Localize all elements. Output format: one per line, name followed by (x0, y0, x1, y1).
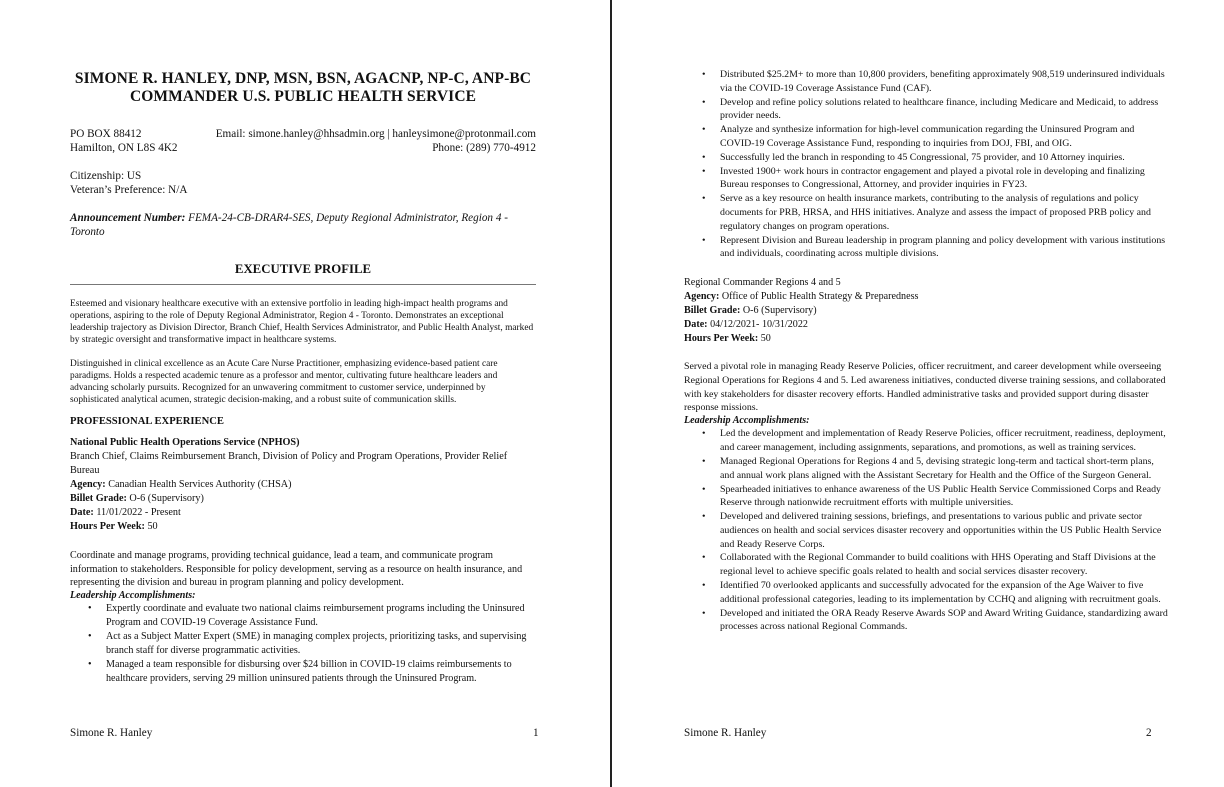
agency-label: Agency: (70, 479, 106, 490)
list-item: • Managed a team responsible for disbursing over $24 billion in COVID-19 claims reimbursements to healthcare providers, serving 29 million uninsured patients through the Uninsured Program. (106, 658, 536, 686)
date-label: Date: (70, 507, 94, 518)
hours-value: 50 (144, 521, 158, 532)
list-item: • Represent Division and Bureau leadership in program planning and policy development with various institutions and individuals, coordinating across multiple divisions. (720, 234, 1169, 262)
job-2-date (684, 318, 1169, 332)
job-2-bullet-list (684, 427, 1169, 634)
job-1-grade (70, 492, 536, 506)
job-1-bullet-list-continued (684, 68, 1169, 261)
job-2-details (684, 276, 1169, 346)
grade-value: O-6 (Supervisory) (126, 493, 204, 504)
job-1-hours (70, 520, 536, 534)
list-item: • Collaborated with the Regional Commander to build coalitions with HHS Operating and Staff Divisions at the regional level to achieve specific goals related to health and social services disaster recovery. (720, 551, 1169, 579)
announcement-value: FEMA-24-CB-DRAR4-SES, Deputy Regional Administrator, Region 4 - Toronto (70, 212, 508, 238)
list-item: • Act as a Subject Matter Expert (SME) in managing complex projects, prioritizing tasks, and supervising branch staff for diverse programmatic activities. (106, 630, 536, 658)
list-item: • Develop and refine policy solutions related to healthcare finance, including Medicare and Medicaid, to address provider needs. (720, 96, 1169, 124)
list-item: • Led the development and implementation of Ready Reserve Policies, officer recruitment, readiness, deployment, and career management, including assignments, separations, and promotions, as well as training services. (720, 427, 1169, 455)
page-divider (610, 0, 612, 787)
footer-name: Simone R. Hanley (684, 727, 767, 739)
job-2-title: Regional Commander Regions 4 and 5 (684, 277, 841, 289)
grade-value: O-6 (Supervisory) (740, 304, 817, 316)
footer-name: Simone R. Hanley (70, 727, 153, 739)
list-item: • Identified 70 overlooked applicants and successfully advocated for the expansion of the Age Waiver to five additional professional categories, leading to its implementation by CCHQ and aligning with recruitment goals. (720, 579, 1169, 607)
hours-label: Hours Per Week: (684, 332, 759, 344)
job-2-accomplishments-label: Leadership Accomplishments: (684, 415, 810, 427)
list-item: • Distributed $25.2M+ to more than 10,800 providers, benefiting approximately 908,519 underinsured individuals via the COVID-19 Coverage Assistance Fund (CAF). (720, 68, 1169, 96)
resume-page-2 (613, 0, 1224, 787)
date-label: Date: (684, 318, 708, 330)
phone-line: Phone: (289) 770-4912 (432, 141, 536, 154)
name-line-2: COMMANDER U.S. PUBLIC HEALTH SERVICE (129, 88, 477, 105)
list-item: • Analyze and synthesize information for high-level communication regarding the Uninsured Program and COVID-19 Coverage Assistance Fund, responding to inquiries from DOJ, FBI, and OIG. (720, 123, 1169, 151)
list-item: • Serve as a key resource on health insurance markets, contributing to the analysis of regulations and policy documents for PRB, HRSA, and HHS initiatives. Analyze and assess the impact of proposed PRB policy and regulatory changes on program operations. (720, 192, 1169, 233)
page-number: 2 (1146, 727, 1152, 739)
address-line-1: PO BOX 88412 (70, 128, 142, 140)
job-1-date (70, 506, 536, 520)
eligibility-block (70, 169, 536, 197)
job-1-details (70, 436, 536, 534)
job-2-agency (684, 290, 1169, 304)
executive-profile-title: EXECUTIVE PROFILE (234, 262, 372, 276)
profile-paragraph-2: Distinguished in clinical excellence as an Acute Care Nurse Practitioner, emphasizing evidence-based patient care paradigms. Holds a respected academic tenure as a professor and mentor, cultivating future healthcare leaders and advancing scholarly pursuits. Recognized for an unwavering commitment to customer service, underpinned by sophisticated analytical acumen, strategic decision-making, and a robust suite of communication skills. (70, 359, 498, 405)
grade-label: Billet Grade: (684, 304, 741, 316)
professional-experience-title: PROFESSIONAL EXPERIENCE (70, 416, 224, 427)
agency-label: Agency: (684, 291, 720, 303)
job-1-bullet-list (70, 602, 536, 685)
agency-value: Office of Public Health Strategy & Preparedness (719, 291, 919, 303)
email-line: Email: simone.hanley@hhsadmin.org | hanleysimone@protonmail.com (215, 128, 536, 140)
list-item: • Invested 1900+ work hours in contractor engagement and played a pivotal role in developing and finalizing Bureau responses to Congressional, Attorney, and provider inquiries in FY23. (720, 165, 1169, 193)
announcement-label: Announcement Number: (70, 212, 186, 224)
list-item: • Developed and delivered training sessions, briefings, and presentations to various public and private sector audiences on health and social services disaster recovery and opportunities within the US Public Health Service and Ready Reserve Corps. (720, 510, 1169, 551)
list-item: • Spearheaded initiatives to enhance awareness of the US Public Health Service Commissioned Corps and Ready Reserve through nationwide recruitment efforts with multiple universities. (720, 483, 1169, 511)
job-2-summary: Served a pivotal role in managing Ready Reserve Policies, officer recruitment, and career development while overseeing Regional Operations for Regions 4 and 5. Led awareness initiatives, conducted diverse training sessions, and collaborated with key stakeholders for disaster recovery efforts. Handled administrative tasks and provided support during disaster response missions. (684, 360, 1166, 414)
job-1-summary: Coordinate and manage programs, providing technical guidance, lead a team, and communicate program information to stakeholders. Responsible for policy development, serving as a resource on health insurance, and representing the division and bureau in program planning and policy development. (70, 550, 523, 589)
citizenship: Citizenship: US (70, 170, 142, 182)
profile-paragraph-1: Esteemed and visionary healthcare executive with an extensive portfolio in leading high-impact health programs and operations, aspiring to the role of Deputy Regional Administrator, Region 4 - Toronto. Demonstrates an exceptional leadership trajectory as Division Director, Branch Chief, Health Services Administrator, and Public Health Analyst, marked by strategic oversight and transformative impact in healthcare systems. (70, 299, 534, 345)
name-line-1: SIMONE R. HANLEY, DNP, MSN, BSN, AGACNP, NP-C, ANP-BC (74, 70, 532, 87)
resume-page-1 (0, 0, 610, 787)
job-1-accomplishments-label: Leadership Accomplishments: (70, 590, 196, 602)
hours-value: 50 (758, 332, 771, 344)
list-item: • Managed Regional Operations for Regions 4 and 5, devising strategic long-term and tactical short-term plans, and annual work plans aligned with the Assistant Secretary for Health and the Office of the Surgeon General. (720, 455, 1169, 483)
page-2-content (684, 68, 1169, 634)
job-1-title: Branch Chief, Claims Reimbursement Branch, Division of Policy and Program Operations, Provider Relief Bureau (70, 451, 508, 476)
job-1-agency (70, 478, 536, 492)
hours-label: Hours Per Week: (70, 521, 145, 532)
job-2-grade (684, 304, 1169, 318)
job-2-hours (684, 332, 1169, 346)
job-1-organization: National Public Health Operations Service (NPHOS) (70, 437, 300, 448)
list-item: • Successfully led the branch in responding to 45 Congressional, 75 provider, and 10 Attorney inquiries. (720, 151, 1169, 165)
agency-value: Canadian Health Services Authority (CHSA) (105, 479, 292, 490)
grade-label: Billet Grade: (70, 493, 127, 504)
date-value: 11/01/2022 - Present (93, 507, 181, 518)
address-line-2: Hamilton, ON L8S 4K2 (70, 141, 178, 154)
date-value: 04/12/2021- 10/31/2022 (707, 318, 808, 330)
veteran-preference: Veteran’s Preference: N/A (70, 184, 188, 196)
contact-block (70, 128, 536, 155)
section-divider (70, 284, 536, 285)
list-item: • Expertly coordinate and evaluate two national claims reimbursement programs including the Uninsured Program and COVID-19 Coverage Assistance Fund. (106, 602, 536, 630)
page-number: 1 (533, 727, 539, 739)
announcement-number (70, 211, 536, 239)
candidate-name-header (70, 70, 536, 106)
list-item: • Developed and initiated the ORA Ready Reserve Awards SOP and Award Writing Guidance, standardizing award processes across national Regional Commands. (720, 607, 1169, 635)
page-1-content (70, 70, 536, 686)
